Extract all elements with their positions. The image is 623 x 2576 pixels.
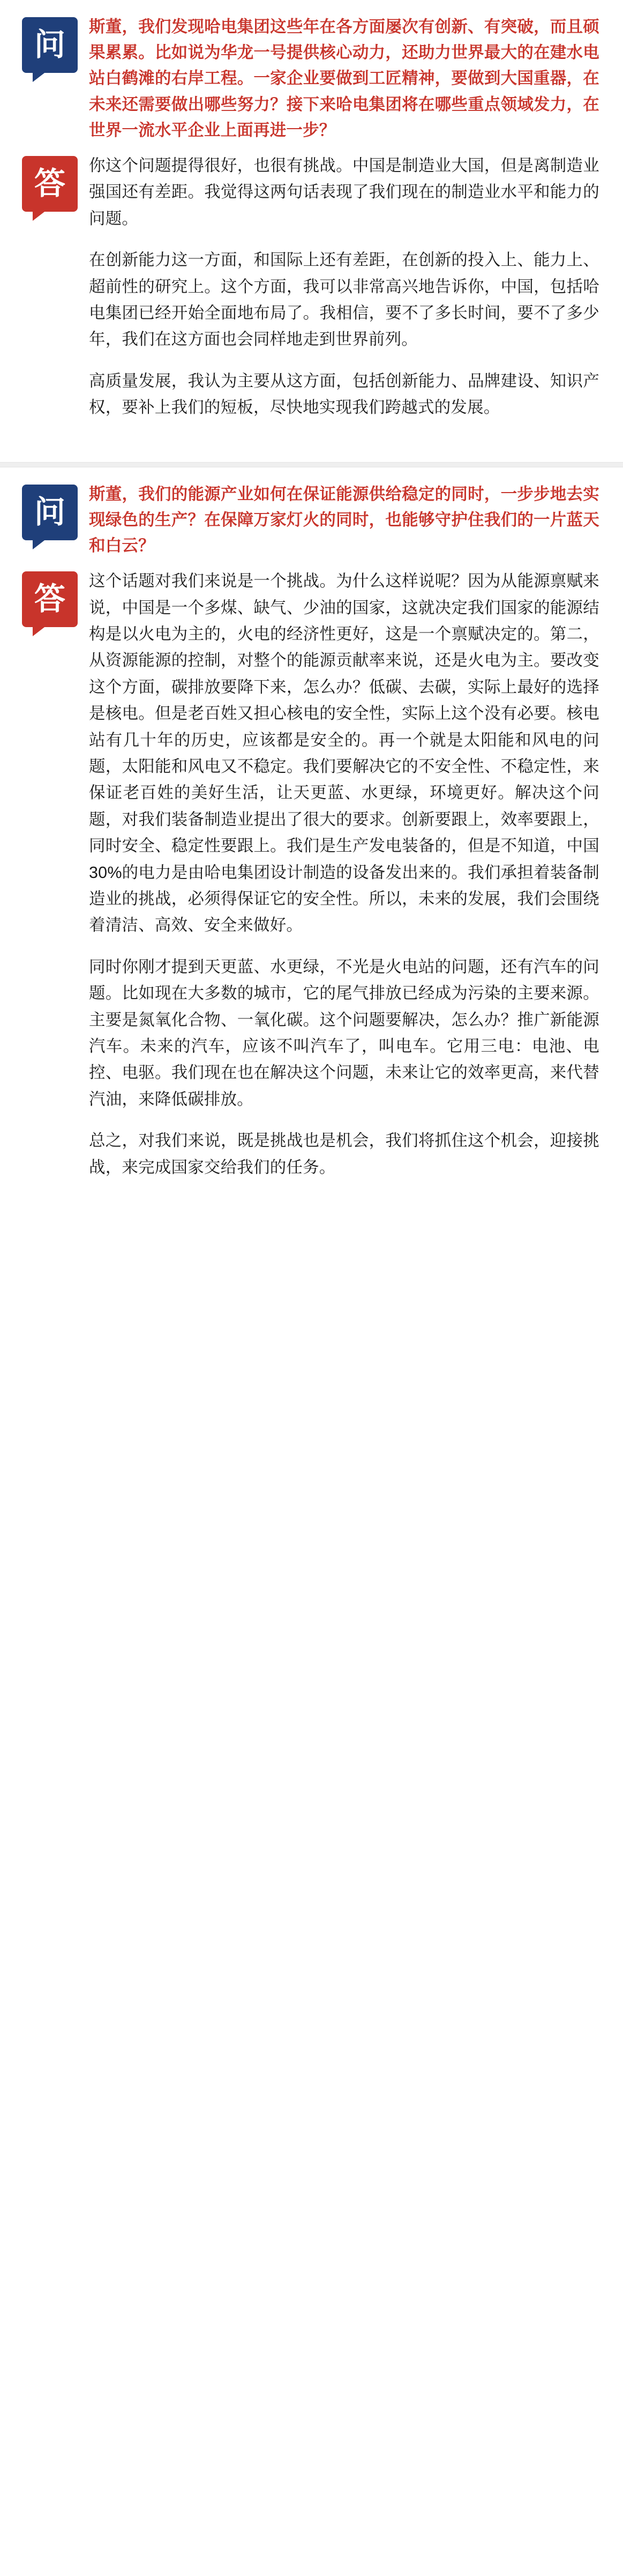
answer-badge-1: 答	[22, 156, 78, 212]
answer-paragraph: 同时你刚才提到天更蓝、水更绿，不光是火电站的问题，还有汽车的问题。比如现在大多数的城市，它的尾气排放已经成为污染的主要来源。主要是氮氧化合物、一氧化碳。这个问题要解决，怎么办？推广新能源汽车。未来的汽车，应该不叫汽车了，叫电车。它用三电：电池、电控、电驱。我们现在也在解决这个问题，未来让它的效率更高，来代替汽油，来降低碳排放。	[89, 957, 599, 1108]
qa-block-2	[0, 467, 623, 1206]
question-badge-column-2	[16, 481, 84, 540]
article-page	[0, 0, 623, 1205]
section-divider	[0, 462, 623, 467]
answer-paragraph: 总之，对我们来说，既是挑战也是机会，我们将抓住这个机会，迎接挑战，来完成国家交给我们的任务。	[89, 1131, 599, 1177]
qa-block-1	[0, 0, 623, 443]
question-text-column-2	[84, 481, 599, 559]
answer-paragraph: 你这个问题提得很好，也很有挑战。中国是制造业大国，但是离制造业强国还有差距。我觉得这两句话表现了我们现在的制造业水平和能力的问题。	[89, 156, 599, 228]
answer-paragraph: 在创新能力这一方面，和国际上还有差距，在创新的投入上、能力上、超前性的研究上。这个方面，我可以非常高兴地告诉你，中国，包括哈电集团已经开始全面地布局了。我相信，要不了多长时间，要不了多少年，我们在这方面也会同样地走到世界前列。	[89, 251, 599, 349]
question-text-column-1	[84, 14, 599, 143]
block-bottom-space-2	[0, 1181, 623, 1205]
question-badge-1: 问	[22, 17, 78, 73]
answer-paragraph: 这个话题对我们来说是一个挑战。为什么这样说呢？因为从能源禀赋来说，中国是一个多煤、缺气、少油的国家，这就决定我们国家的能源结构是以火电为主的，火电的经济性更好，这是一个禀赋决定的。第二，从资源能源的控制，对整个的能源贡献率来说，还是火电为主。要改变这个方面，碳排放要降下来，怎么办？低碳、去碳，实际上最好的选择是核电。但是老百姓又担心核电的安全性，实际上这个没有必要。核电站有几十年的历史，应该都是安全的。再一个就是太阳能和风电的问题，太阳能和风电又不稳定。我们要解决它的不安全性、不稳定性，来保证老百姓的美好生活，让天更蓝、水更绿，环境更好。解决这个问题，对我们装备制造业提出了很大的要求。创新要跟上，效率要跟上，同时安全、稳定性要跟上。我们是生产发电装备的，但是不知道，中国30%的电力是由哈电集团设计制造的设备发出来的。我们承担着装备制造业的挑战，必须得保证它的安全性。所以，未来的发展，我们会围绕着清洁、高效、安全来做好。	[89, 572, 599, 935]
block-bottom-space-1	[0, 421, 623, 443]
question-text-1: 斯董，我们发现哈电集团这些年在各方面屡次有创新、有突破，而且硕果累累。比如说为华龙一号提供核心动力，还助力世界最大的在建水电站白鹤滩的右岸工程。一家企业要做到工匠精神，要做到大国重器，在未来还需要做出哪些努力？接下来哈电集团将在哪些重点领域发力，在世界一流水平企业上面再进一步？	[89, 18, 599, 139]
question-row-1	[0, 0, 623, 143]
answer-text-column-1	[84, 153, 599, 421]
answer-paragraph: 高质量发展，我认为主要从这方面，包括创新能力、品牌建设、知识产权，要补上我们的短板，尽快地实现我们跨越式的发展。	[89, 371, 599, 417]
question-row-2	[0, 467, 623, 559]
answer-text-column-2	[84, 568, 599, 1181]
question-text-2: 斯董，我们的能源产业如何在保证能源供给稳定的同时，一步步地去实现绿色的生产？在保障万家灯火的同时，也能够守护住我们的一片蓝天和白云？	[89, 485, 599, 555]
answer-badge-column-2	[16, 568, 84, 627]
answer-badge-2: 答	[22, 571, 78, 627]
question-badge-2: 问	[22, 485, 78, 540]
answer-row-2	[0, 559, 623, 1181]
question-badge-column-1	[16, 14, 84, 73]
answer-row-1	[0, 143, 623, 421]
answer-badge-column-1	[16, 153, 84, 212]
